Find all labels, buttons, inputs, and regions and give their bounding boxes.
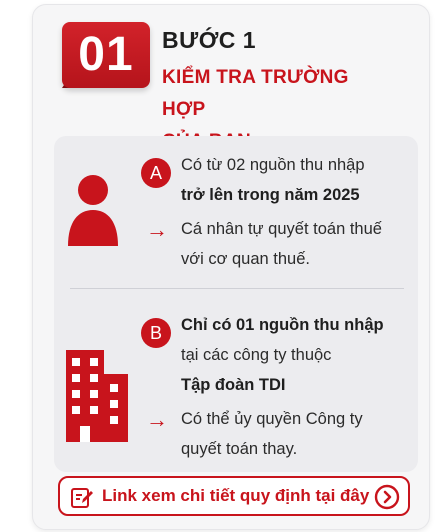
arrow-right-icon: → bbox=[146, 407, 168, 432]
divider bbox=[70, 288, 404, 289]
edit-icon bbox=[70, 485, 94, 509]
case-b-line1: Chỉ có 01 nguồn thu nhập bbox=[181, 316, 384, 334]
details-link-label[interactable]: Link xem chi tiết quy định tại đây bbox=[102, 486, 370, 505]
case-b-line2: tại các công ty thuộc bbox=[181, 346, 332, 364]
arrow-right-icon: → bbox=[146, 217, 168, 242]
step-title-line1: KIỂM TRA TRƯỜNG HỢP bbox=[162, 67, 349, 120]
case-a-line2: trở lên trong năm 2025 bbox=[181, 186, 360, 204]
case-a-line1: Có từ 02 nguồn thu nhập bbox=[181, 156, 365, 174]
building-icon bbox=[64, 346, 130, 444]
step-number-badge: 01 bbox=[62, 22, 150, 88]
chevron-right-circle-icon[interactable] bbox=[374, 484, 400, 510]
case-b-result-line1: Có thể ủy quyền Công ty bbox=[181, 410, 363, 428]
case-a-result-line2: với cơ quan thuế. bbox=[181, 250, 310, 268]
case-b-line3: Tập đoàn TDI bbox=[181, 376, 286, 394]
case-b-badge: B bbox=[141, 318, 171, 348]
case-a-result-line1: Cá nhân tự quyết toán thuế bbox=[181, 220, 382, 238]
case-a-badge: A bbox=[141, 158, 171, 188]
person-icon bbox=[66, 172, 120, 248]
details-link-button[interactable] bbox=[58, 476, 410, 516]
step-label: BƯỚC 1 bbox=[162, 27, 257, 53]
case-b-result-line2: quyết toán thay. bbox=[181, 440, 298, 458]
